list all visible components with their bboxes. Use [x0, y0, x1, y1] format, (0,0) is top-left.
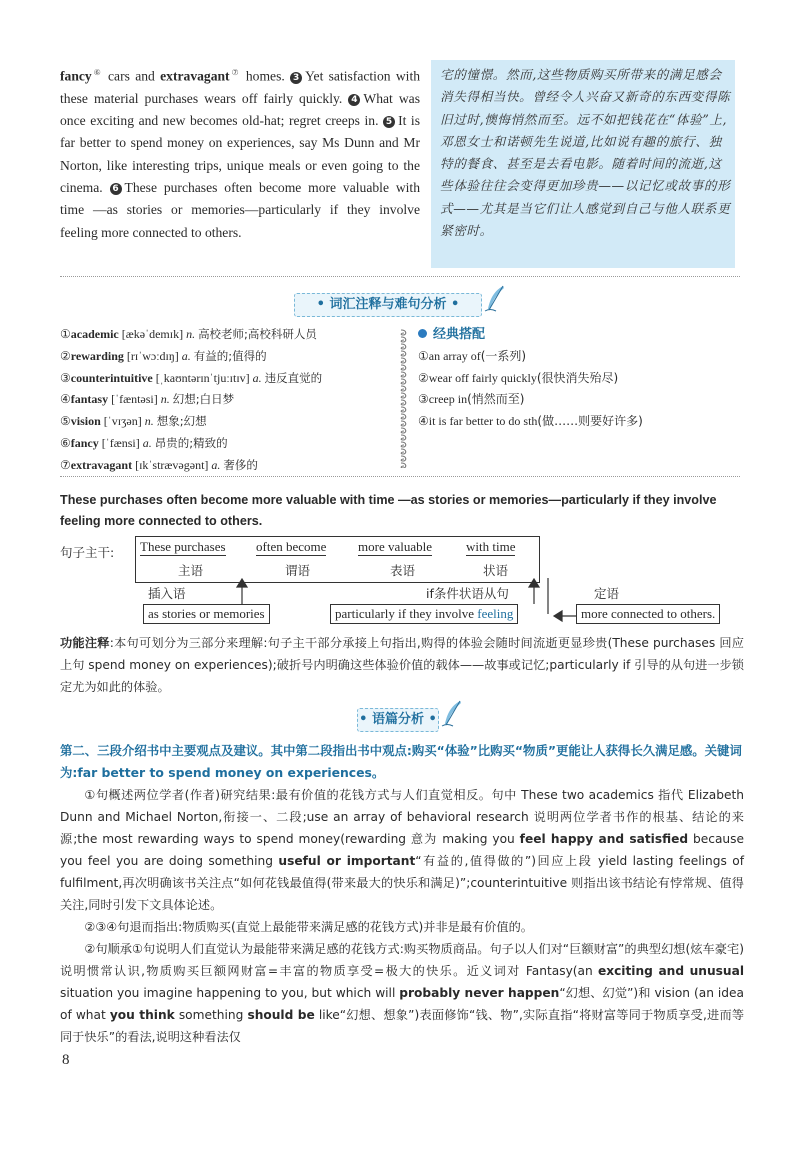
spiral-loop [401, 330, 406, 335]
collocation-item [418, 389, 738, 411]
vocab-item [60, 433, 405, 455]
vocab-number: ① [60, 327, 71, 341]
collocation-number: ① [418, 348, 429, 363]
vocab-phonetic: [ˈfænsi] [101, 435, 140, 450]
spiral-loop [401, 442, 406, 447]
conditional-label: if条件状语从句 [426, 586, 509, 601]
collocations-title: 经典搭配 [433, 327, 486, 342]
vocab-pos: a. [181, 348, 191, 363]
vocab-section-title-text: 词汇注释与难句分析 [329, 297, 447, 312]
conditional-text: particularly if they involve [335, 606, 478, 621]
vocab-meaning: 想象;幻想 [156, 414, 207, 429]
vocab-meaning: 违反直觉的 [264, 370, 323, 385]
sentence-5: It is far better to spend money on experiences, say Ms Dunn and Mr Norton, like interesting trips, unique meals or even going to the cinema. [60, 113, 420, 196]
spiral-loop [401, 407, 406, 412]
text-run: ①句概述两位学者(作者)研究结果:最有价值的花钱方式与人们直觉相反。句中 These two academics 指代 Elizabeth Dunn and Michael Norton,衔接一、二段;use an array of behavioral research 说明两位学者书作的根基、结论的来源;the most rewarding ways to spend money(rewarding 意为 making you [60, 788, 744, 846]
spiral-loop [401, 337, 406, 342]
clause-token: more valuable [358, 539, 432, 554]
page-number: 8 [62, 1052, 70, 1068]
footnote-mark: ⑥ [91, 68, 103, 77]
vocab-section-title: • 词汇注释与难句分析 • [294, 293, 482, 317]
spiral-loop [401, 379, 406, 384]
passage-section-title: • 语篇分析 • [357, 708, 439, 732]
spiral-loop [401, 358, 406, 363]
function-note [60, 632, 744, 698]
grammar-role: 状语 [483, 563, 509, 578]
conditional-keyword: feeling [477, 606, 514, 621]
bold-phrase: useful or important [278, 854, 416, 868]
vocab-phonetic: [ˈfæntəsi] [111, 392, 158, 407]
vocab-word: counterintuitive [70, 370, 153, 385]
spiral-loop [401, 428, 406, 433]
vocab-item [60, 411, 405, 433]
analysis-paragraph [60, 938, 744, 1048]
spiral-loop [401, 365, 406, 370]
vocab-meaning: 有益的;值得的 [193, 348, 267, 363]
collocation-meaning: (悄然而至) [467, 392, 525, 407]
vocab-meaning: 昂贵的;精致的 [154, 435, 228, 450]
collocation-phrase: creep in [428, 392, 468, 407]
translation-text: 宅的憧憬。然而,这些物质购买所带来的满足感会消失得相当快。曾经令人兴奋又新奇的东西变得陈旧过时,懊悔悄然而至。远不如把钱花在“体验”上,邓恩女士和诺顿先生说道,比如说有趣的旅行、独特的餐食、甚至是去看电影。随着时间的流逝,这些体验往往会变得更加珍贵——以记忆或故事的形式——尤其是当它们让人感觉到自己与他人联系更紧密时。 [440, 67, 731, 239]
bold-phrase: should be [247, 1008, 315, 1022]
vocab-number: ⑤ [60, 414, 71, 429]
vocab-meaning: 奢侈的 [223, 457, 258, 472]
vocab-word: fancy [70, 435, 99, 450]
vocab-item [60, 368, 405, 390]
conditional-clause [330, 604, 518, 624]
collocation-item [418, 346, 738, 368]
vocab-number: ⑥ [60, 435, 71, 450]
quill-icon [484, 285, 506, 313]
vocab-word: extravagant [70, 457, 133, 472]
vocab-word: vision [70, 414, 101, 429]
collocation-list [418, 324, 738, 433]
clause-token: with time [466, 539, 516, 554]
footnote-mark: ⑦ [229, 68, 241, 77]
spiral-loop [401, 386, 406, 391]
vocab-item [60, 455, 405, 477]
collocation-meaning: (很快消失殆尽) [536, 370, 619, 385]
text-run: situation you imagine happening to you, but which will [60, 986, 400, 1000]
spiral-divider [399, 328, 409, 468]
analysis-body [60, 784, 744, 1048]
grammar-role: 谓语 [285, 563, 311, 578]
word-fancy: fancy [60, 68, 92, 84]
vocab-pos: a. [252, 370, 262, 385]
bold-phrase: you think [109, 1008, 175, 1022]
spiral-loop [401, 463, 406, 468]
sentence-number-6: 6 [110, 183, 122, 195]
diagram-label: 句子主干: [60, 545, 115, 560]
difficult-sentence: These purchases often become more valuable with time —as stories or memories—particularly if they involve feeling more connected to others. [60, 493, 717, 528]
text-run: “幻想、幻觉”)和 vision (an idea of what [60, 986, 744, 1022]
text-run: like“幻想、想象”)表面修饰“钱、物”,实际直指“将财富等同于物质享受,进而等同于快乐”的看法,说明这种看法仅 [60, 1008, 745, 1044]
clause-token: often become [256, 539, 327, 554]
vocab-meaning: 幻想;白日梦 [172, 392, 235, 407]
insert-phrase: as stories or memories [143, 604, 270, 624]
grammar-role: 主语 [178, 563, 204, 578]
vocab-pos: n. [186, 327, 196, 341]
sentence-6: These purchases often become more valuable with time —as stories or memories—particularly if they involve feeling more connected to others. [60, 180, 420, 240]
function-note-label: 功能注释 [60, 636, 110, 650]
vocab-number: ③ [60, 370, 71, 385]
spiral-loop [401, 372, 406, 377]
clause-token: These purchases [140, 539, 226, 554]
vocab-pos: a. [142, 435, 152, 450]
vocab-phonetic: [ˈvɪʒən] [103, 414, 142, 429]
word-extravagant: extravagant [160, 68, 230, 84]
spiral-loop [401, 421, 406, 426]
vocab-item [60, 389, 405, 411]
vocab-meaning: 高校老师;高校科研人员 [198, 327, 317, 341]
collocation-phrase: an array of [428, 348, 481, 363]
vocab-phonetic: [ɪkˈstrævəgənt] [135, 457, 209, 472]
grammar-role: 表语 [390, 563, 416, 578]
sentence-3: Yet satisfaction with these material purchases wears off fairly quickly. [60, 68, 421, 106]
attributive-phrase: more connected to others. [576, 604, 720, 624]
function-note-text: :本句可划分为三部分来理解:句子主干部分承接上句指出,购得的体验会随时间流逝更显珍贵(These purchases 回应上句 spend money on experiences);破折号内明确这些体验价值的载体——故事或记忆;particularly if 引导的从句进一步锁定尤为如此的体验。 [60, 636, 744, 694]
bold-phrase: feel happy and satisfied [519, 832, 689, 846]
section-divider [60, 476, 740, 477]
collocation-number: ② [418, 370, 429, 385]
passage-section-title-text: 语篇分析 [371, 712, 424, 727]
bold-phrase: probably never happen [399, 986, 560, 1000]
vocab-phonetic: [ækəˈdemɪk] [121, 327, 184, 341]
sentence-number-5: 5 [383, 116, 395, 128]
vocab-pos: n. [144, 414, 154, 429]
collocation-phrase: wear off fairly quickly [428, 370, 537, 385]
text-run: something [174, 1008, 248, 1022]
vocab-word: academic [70, 327, 119, 341]
text-run: cars and [102, 68, 161, 84]
analysis-paragraph [60, 784, 744, 916]
spiral-loop [401, 351, 406, 356]
analysis-paragraph: ②③④句退而指出:物质购买(直觉上最能带来满足感的花钱方式)并非是最有价值的。 [84, 920, 533, 934]
insert-label: 插入语 [148, 586, 186, 601]
spiral-loop [401, 393, 406, 398]
vocab-word: fantasy [70, 392, 109, 407]
bold-phrase: exciting and unusual [597, 964, 744, 978]
spiral-loop [401, 400, 406, 405]
vocab-pos: a. [211, 457, 221, 472]
vocab-word: rewarding [70, 348, 124, 363]
analysis-summary: 第二、三段介绍书中主要观点及建议。其中第二段指出书中观点:购买“体验”比购买“物质”更能让人获得长久满足感。关键词为:far better to spend money on experiences。 [60, 743, 742, 780]
vocab-number: ② [60, 348, 71, 363]
collocation-meaning: (做……则要好许多) [537, 414, 643, 429]
collocation-phrase: it is far better to do sth [428, 414, 538, 429]
bullet-icon [418, 329, 427, 338]
spiral-loop [401, 435, 406, 440]
text-run: homes. [240, 68, 291, 84]
collocation-number: ③ [418, 392, 429, 407]
vocab-list [60, 324, 405, 477]
collocation-item [418, 411, 738, 433]
spiral-loop [401, 449, 406, 454]
spiral-loop [401, 344, 406, 349]
article-paragraph [60, 62, 420, 244]
sentence-number-3: 3 [290, 72, 302, 84]
collocation-meaning: (一系列) [480, 348, 527, 363]
text-run: because you feel you are doing something [60, 832, 745, 868]
vocab-number: ⑦ [60, 457, 71, 472]
spiral-loop [401, 456, 406, 461]
sentence-4: What was once exciting and new becomes old-hat; regret creeps in. [60, 90, 420, 129]
vocab-number: ④ [60, 392, 71, 407]
vocab-pos: n. [160, 392, 170, 407]
spiral-loop [401, 414, 406, 419]
collocation-number: ④ [418, 414, 429, 429]
text-run: “有益的,值得做的”)回应上段 yield lasting feelings of fulfilment,再次明确该书关注点“如何花钱最值得(带来最大的快乐和满足)”;counterintuitive 则指出该书结论有悖常规、值得关注,同时引发下文具体论述。 [60, 854, 744, 912]
text-run: ②句顺承①句说明人们直觉认为最能带来满足感的花钱方式:购买物质商品。句子以人们对“巨额财富”的典型幻想(炫车豪宅)说明惯常认识,物质购买巨额网财富=丰富的物质享受=极大的快乐。近义词对 Fantasy(an [60, 942, 744, 978]
attributive-label: 定语 [594, 586, 620, 601]
vocab-item [60, 324, 405, 346]
section-divider [60, 276, 740, 277]
quill-icon [441, 700, 463, 728]
vocab-item [60, 346, 405, 368]
vocab-phonetic: [ˌkaʊntərɪnˈtjuːɪtɪv] [155, 370, 250, 385]
sentence-number-4: 4 [348, 94, 360, 106]
vocab-phonetic: [rɪˈwɔːdɪŋ] [126, 348, 179, 363]
collocation-item [418, 368, 738, 390]
